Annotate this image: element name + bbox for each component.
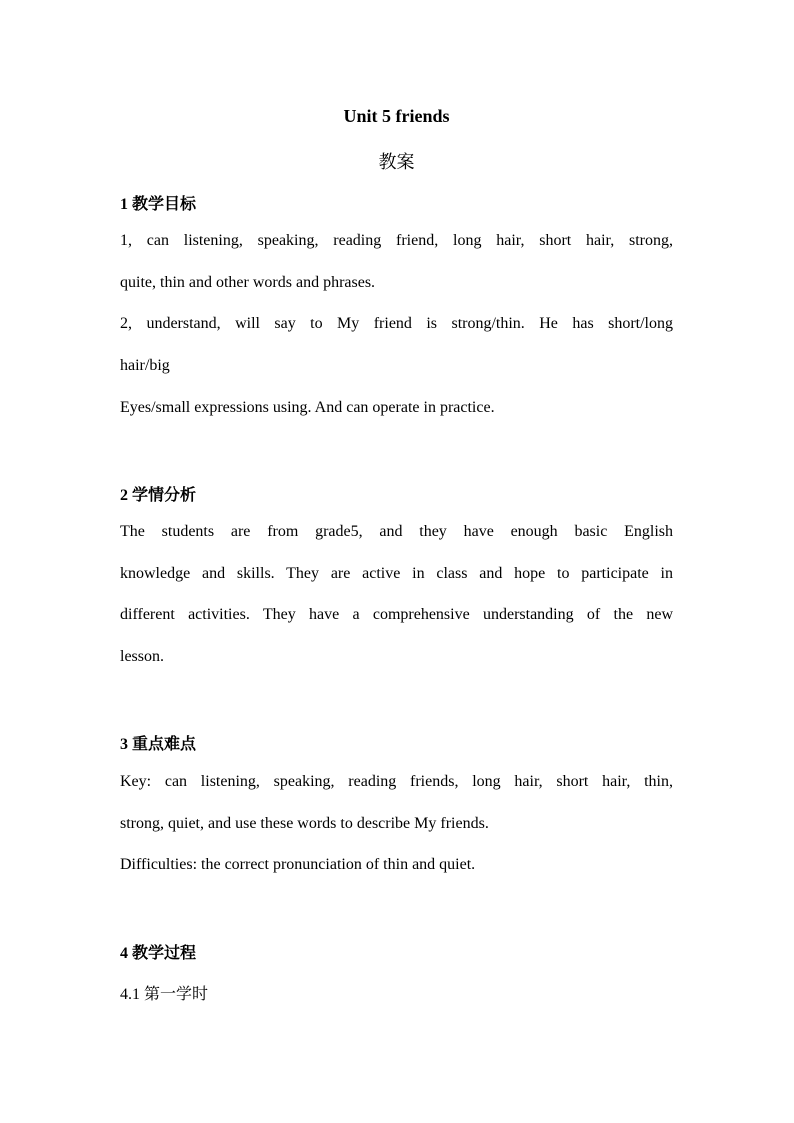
analysis-line-2: knowledge and skills. They are active in class and hope to participate in — [120, 565, 673, 582]
section-heading-process: 4 教学过程 — [120, 945, 197, 962]
document-title: Unit 5 friends — [343, 106, 450, 126]
key-points-line-1: Key: can listening, speaking, reading friends, long hair, short hair, thin, — [120, 773, 673, 790]
section-heading-key-points: 3 重点难点 — [120, 736, 197, 753]
analysis-line-4: lesson. — [120, 648, 164, 665]
analysis-line-3: different activities. They have a comprehensive understanding of the new — [120, 606, 673, 623]
key-points-line-2: strong, quiet, and use these words to describe My friends. — [120, 815, 489, 832]
key-points-line-3: Difficulties: the correct pronunciation of thin and quiet. — [120, 856, 476, 873]
section-heading-objectives: 1 教学目标 — [120, 196, 197, 213]
objectives-line-4: hair/big — [120, 357, 170, 374]
objectives-line-1: 1, can listening, speaking, reading friend, long hair, short hair, strong, — [120, 232, 673, 249]
process-subsection-1: 4.1 第一学时 — [120, 986, 209, 1003]
objectives-line-3: 2, understand, will say to My friend is strong/thin. He has short/long — [120, 315, 673, 332]
objectives-line-5: Eyes/small expressions using. And can operate in practice. — [120, 399, 495, 416]
document-subtitle: 教案 — [378, 152, 415, 172]
objectives-line-2: quite, thin and other words and phrases. — [120, 274, 376, 291]
section-heading-analysis: 2 学情分析 — [120, 487, 197, 504]
analysis-line-1: The students are from grade5, and they have enough basic English — [120, 523, 673, 540]
